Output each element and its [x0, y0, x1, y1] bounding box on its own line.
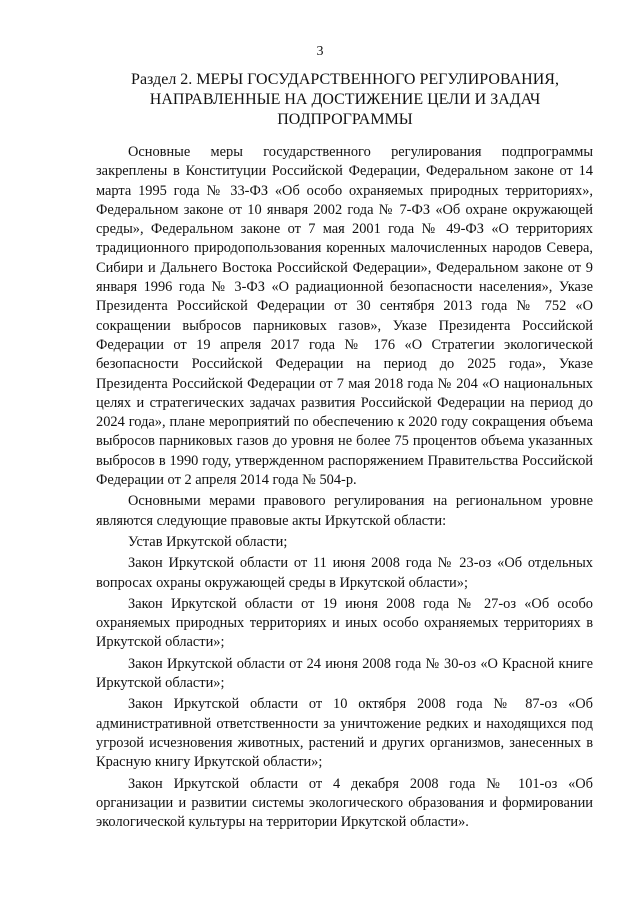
paragraph-charter: Устав Иркутской области; [128, 533, 288, 550]
paragraph-federal-measures: Основные меры государственного регулирования подпрограммы закреплены в Конституции Российской Федерации, Федеральном законе от 14 марта 1995 года № 33-ФЗ «Об особо охраняемых природных территориях», Федеральном законе от 10 января 2002 года № 7-ФЗ «Об охране окружающей среды», Федеральном законе от 7 мая 2001 года № 49-ФЗ «О территориях традиционного природопользования коренных малочисленных народов Севера, Сибири и Дальнего Востока Российской Федерации», Федеральном законе от 9 января 1996 года № 3-ФЗ «О радиационной безопасности населения», Указе Президента Российской Федерации от 30 сентября 2013 года № 752 «О сокращении выбросов парниковых газов», Указе Президента Российской Федерации от 19 апреля 2017 года № 176 «О Стратегии экологической безопасности Российской Федерации на период до 2025 года», Указе Президента Российской Федерации от 7 мая 2018 года № 204 «О национальных целях и стратегических задачах развития Российской Федерации на период до 2024 года», плане мероприятий по обеспечению к 2020 году сокращения объема выбросов парниковых газов до уровня не более 75 процентов объема указанных выбросов в 1990 году, утвержденном распоряжением Правительства Российской Федерации от 2 апреля 2014 года № 504-р. [96, 144, 593, 489]
heading-line: Раздел 2. МЕРЫ ГОСУДАРСТВЕННОГО РЕГУЛИРОВАНИЯ, [131, 71, 559, 88]
body-text [96, 143, 593, 832]
paragraph-law-27-oz: Закон Иркутской области от 19 июня 2008 года № 27-оз «Об особо охраняемых природных территориях и иных особо охраняемых территориях в Иркутской области»; [96, 595, 593, 651]
paragraph-regional-intro: Основными мерами правового регулирования на региональном уровне являются следующие правовые акты Иркутской области: [96, 493, 593, 529]
paragraph-law-23-oz: Закон Иркутской области от 11 июня 2008 года № 23-оз «Об отдельных вопросах охраны окружающей среды в Иркутской области»; [96, 555, 593, 591]
section-heading [100, 70, 590, 130]
paragraph-law-101-oz: Закон Иркутской области от 4 декабря 2008 года № 101-оз «Об организации и развитии системы экологического образования и формировании экологической культуры на территории Иркутской области». [96, 775, 593, 831]
heading-line: ПОДПРОГРАММЫ [277, 111, 413, 128]
paragraph-law-30-oz: Закон Иркутской области от 24 июня 2008 года № 30-оз «О Красной книге Иркутской области»; [96, 655, 593, 692]
page-number: 3 [316, 44, 324, 59]
heading-line: НАПРАВЛЕННЫЕ НА ДОСТИЖЕНИЕ ЦЕЛИ И ЗАДАЧ [149, 91, 541, 108]
paragraph-law-87-oz: Закон Иркутской области от 10 октября 2008 года № 87-оз «Об административной ответственности за уничтожение редких и находящихся под угрозой исчезновения животных, растений и других организмов, занесенных в Красную книгу Иркутской области»; [96, 696, 593, 771]
